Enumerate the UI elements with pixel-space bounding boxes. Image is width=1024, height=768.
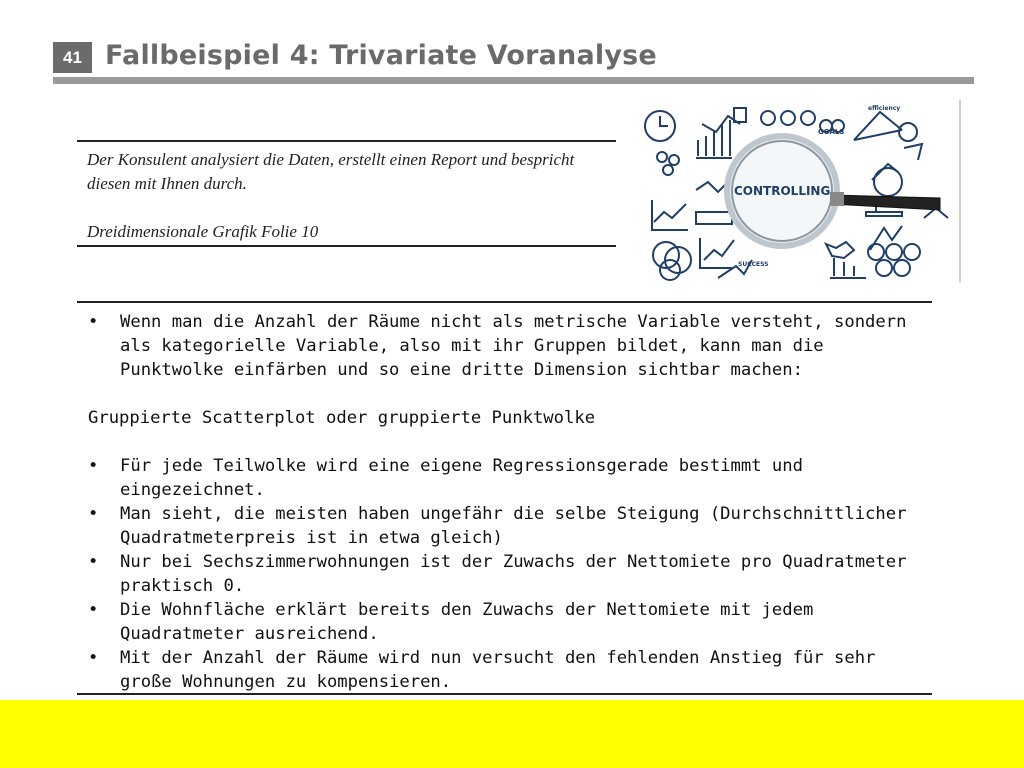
list-item	[88, 550, 918, 598]
bullet-marker: •	[88, 312, 99, 332]
success-label: SUCCESS	[738, 261, 769, 268]
title-underline	[53, 77, 974, 84]
list-item-text: Mit der Anzahl der Räume wird nun versucht den fehlenden Anstieg für sehr große Wohnungen zu kompensieren.	[120, 648, 876, 692]
bullet-marker: •	[88, 552, 99, 572]
intro-top-rule	[77, 140, 616, 142]
slide-title: Fallbeispiel 4: Trivariate Voranalyse	[105, 40, 657, 71]
list-item	[88, 454, 918, 502]
list-item-text: Die Wohnfläche erklärt bereits den Zuwachs der Nettomiete mit jedem Quadratmeter ausreichend.	[120, 600, 814, 644]
intro-text-box	[87, 148, 607, 244]
list-item-text: Man sieht, die meisten haben ungefähr die selbe Steigung (Durchschnittlicher Quadratmeterpreis ist in etwa gleich)	[120, 504, 907, 548]
list-item	[88, 310, 918, 382]
bullet-marker: •	[88, 600, 99, 620]
efficiency-label: efficiency	[868, 105, 901, 112]
intro-text-line: Der Konsulent analysiert die Daten, erstellt einen Report und bespricht diesen mit Ihnen durch.	[87, 150, 575, 193]
list-item	[88, 502, 918, 550]
section-heading: Gruppierte Scatterplot oder gruppierte Punktwolke	[88, 408, 596, 428]
bullet-marker: •	[88, 648, 99, 668]
list-item	[88, 646, 918, 694]
list-item-text: Für jede Teilwolke wird eine eigene Regressionsgerade bestimmt und eingezeichnet.	[120, 456, 803, 500]
list-item	[88, 598, 918, 646]
controlling-illustration	[640, 100, 962, 282]
list-item-text: Nur bei Sechszimmerwohnungen ist der Zuwachs der Nettomiete pro Quadratmeter praktisch 0.	[120, 552, 907, 596]
intro-reference-line: Dreidimensionale Grafik Folie 10	[87, 222, 319, 241]
bullet-marker: •	[88, 456, 99, 476]
slide-number-badge: 41	[53, 42, 92, 73]
slide-body	[88, 310, 918, 694]
body-top-rule	[77, 301, 932, 303]
bullet-marker: •	[88, 504, 99, 524]
face-icon	[761, 111, 775, 125]
goals-label: GOALS	[818, 128, 845, 136]
controlling-label: CONTROLLING	[734, 184, 831, 198]
list-item-text: Wenn man die Anzahl der Räume nicht als metrische Variable versteht, sondern als kategorielle Variable, also mit ihr Gruppen bildet, kann man die Punktwolke einfärben und so eine dritte Dimension sichtbar machen:	[120, 312, 907, 380]
illustration-border	[959, 100, 961, 282]
footer-band	[0, 700, 1024, 768]
intro-bottom-rule	[77, 245, 616, 247]
magnifying-glass-icon	[727, 136, 940, 246]
body-bottom-rule	[77, 693, 932, 695]
